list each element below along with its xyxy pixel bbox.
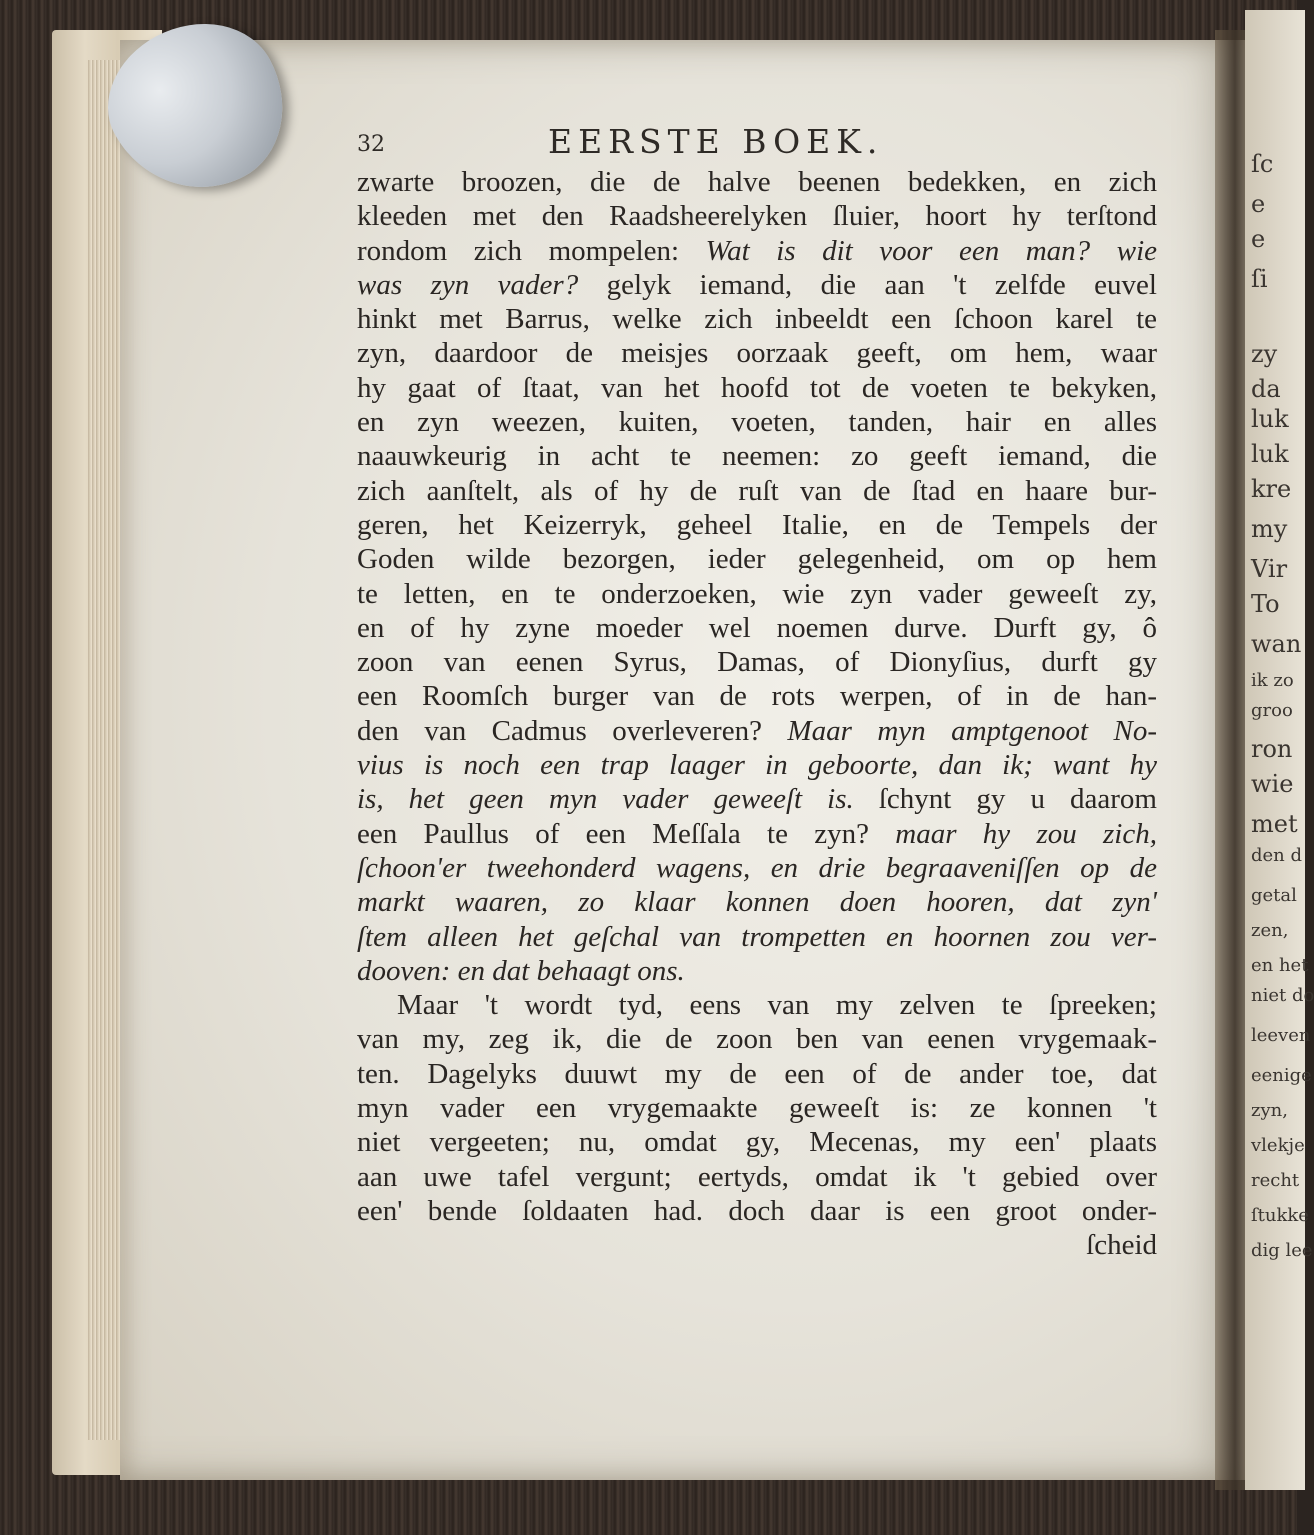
text-line: was zyn vader? gelyk iemand, die aan 't zelfde euvel xyxy=(357,268,1157,301)
text-line: geren, het Keizerryk, geheel Italie, en de Tempels der xyxy=(357,508,1157,541)
text-line: zwarte broozen, die de halve beenen bedekken, en zich xyxy=(357,166,1157,198)
text-line: den van Cadmus overleveren? Maar myn amptgenoot No- xyxy=(357,714,1157,747)
page-number: 32 xyxy=(357,132,385,157)
facing-page-fragment: en het xyxy=(1251,955,1309,976)
text-line: hinkt met Barrus, welke zich inbeeldt een ſchoon karel te xyxy=(357,303,1157,336)
text-line: hy gaat of ſtaat, van het hoofd tot de voeten te bekyken, xyxy=(357,371,1157,404)
catchword: ſcheid xyxy=(1086,1229,1157,1262)
facing-page-fragment: ron xyxy=(1251,735,1293,763)
facing-page-fragment: luk xyxy=(1251,405,1289,433)
facing-page-fragment: wan xyxy=(1251,630,1302,658)
facing-page-fragment: leeven xyxy=(1251,1025,1311,1046)
facing-page-fragment: recht xyxy=(1251,1170,1300,1191)
facing-page-fragment: zy xyxy=(1251,340,1278,368)
facing-page-fragment: vlekje xyxy=(1251,1135,1305,1156)
text-line: een' bende ſoldaaten had. doch daar is een groot onder- xyxy=(357,1194,1157,1227)
text-line: naauwkeurig in acht te neemen: zo geeft iemand, die xyxy=(357,440,1157,473)
text-line: ſtem alleen het geſchal van trompetten en hoornen zou ver- xyxy=(357,920,1157,953)
facing-page-fragment: Vir xyxy=(1251,555,1288,583)
facing-page-fragment: getal xyxy=(1251,885,1297,906)
facing-page-fragment: e xyxy=(1251,190,1266,218)
facing-page-fragment: ik zo xyxy=(1251,670,1294,691)
text-line: en zyn weezen, kuiten, voeten, tanden, hair en alles xyxy=(357,406,1157,439)
facing-page-fragment: eenige xyxy=(1251,1065,1312,1086)
text-line: dooven: en dat behaagt ons. xyxy=(357,954,685,987)
text-line: zich aanſtelt, als of hy de ruſt van de ſtad en haare bur- xyxy=(357,474,1157,507)
facing-page-fragment: niet do xyxy=(1251,985,1314,1006)
text-line: markt waaren, zo klaar konnen doen hooren, dat zyn' xyxy=(357,886,1157,919)
facing-page-fragment: zen, xyxy=(1251,920,1289,941)
text-line: kleeden met den Raadsheerelyken ſluier, hoort hy terſtond xyxy=(357,200,1157,233)
facing-page-fragment: my xyxy=(1251,515,1288,543)
facing-page-fragment: dig lee xyxy=(1251,1240,1313,1261)
facing-page-fragment: To xyxy=(1251,590,1280,618)
facing-page-fragment: kre xyxy=(1251,475,1292,503)
text-line: een Paullus of een Meſſala te zyn? maar hy zou zich, xyxy=(357,817,1157,850)
text-line: ſchoon'er tweehonderd wagens, en drie begraaveniſſen op de xyxy=(357,851,1157,884)
facing-page-fragment: wie xyxy=(1251,770,1294,798)
facing-page-fragment: den d xyxy=(1251,845,1303,866)
text-line: Maar 't wordt tyd, eens van my zelven te ſpreeken; xyxy=(397,989,1157,1022)
text-line: aan uwe tafel vergunt; eertyds, omdat ik 't gebied over xyxy=(357,1160,1157,1193)
text-line: rondom zich mompelen: Wat is dit voor een man? wie xyxy=(357,234,1157,267)
facing-page-fragment: e xyxy=(1251,225,1266,253)
facing-page-fragment: ſtukke xyxy=(1251,1205,1309,1226)
facing-page-fragment: da xyxy=(1251,375,1281,403)
body-text xyxy=(357,165,1157,1263)
facing-page-fragment: ſc xyxy=(1251,150,1274,178)
text-line: en of hy zyne moeder wel noemen durve. Durft gy, ô xyxy=(357,611,1157,644)
text-line: ten. Dagelyks duuwt my de een of de ander toe, dat xyxy=(357,1057,1157,1090)
facing-page-fragment: met xyxy=(1251,810,1298,838)
text-line: een Roomſch burger van de rots werpen, of in de han- xyxy=(357,680,1157,713)
facing-page-fragment: luk xyxy=(1251,440,1289,468)
facing-page xyxy=(1245,10,1314,1490)
text-line: myn vader een vrygemaakte geweeſt is: ze konnen 't xyxy=(357,1092,1157,1125)
text-line: vius is noch een trap laager in geboorte, dan ik; want hy xyxy=(357,749,1157,782)
facing-page-fragment: zyn, xyxy=(1251,1100,1288,1121)
text-line: Goden wilde bezorgen, ieder gelegenheid, om op hem xyxy=(357,543,1157,576)
text-line: niet vergeeten; nu, omdat gy, Mecenas, my een' plaats xyxy=(357,1126,1157,1159)
text-line: te letten, en te onderzoeken, wie zyn vader geweeſt zy, xyxy=(357,577,1157,610)
text-line: zoon van eenen Syrus, Damas, of Dionyſius, durft gy xyxy=(357,646,1157,679)
text-line: van my, zeg ik, die de zoon ben van eenen vrygemaak- xyxy=(357,1023,1157,1056)
text-line: is, het geen myn vader geweeſt is. ſchynt gy u daarom xyxy=(357,783,1157,816)
text-line: zyn, daardoor de meisjes oorzaak geeft, om hem, waar xyxy=(357,337,1157,370)
running-head: EERSTE BOEK. xyxy=(548,122,884,161)
facing-page-fragment: groo xyxy=(1251,700,1293,721)
facing-page-fragment: ſi xyxy=(1251,265,1268,293)
